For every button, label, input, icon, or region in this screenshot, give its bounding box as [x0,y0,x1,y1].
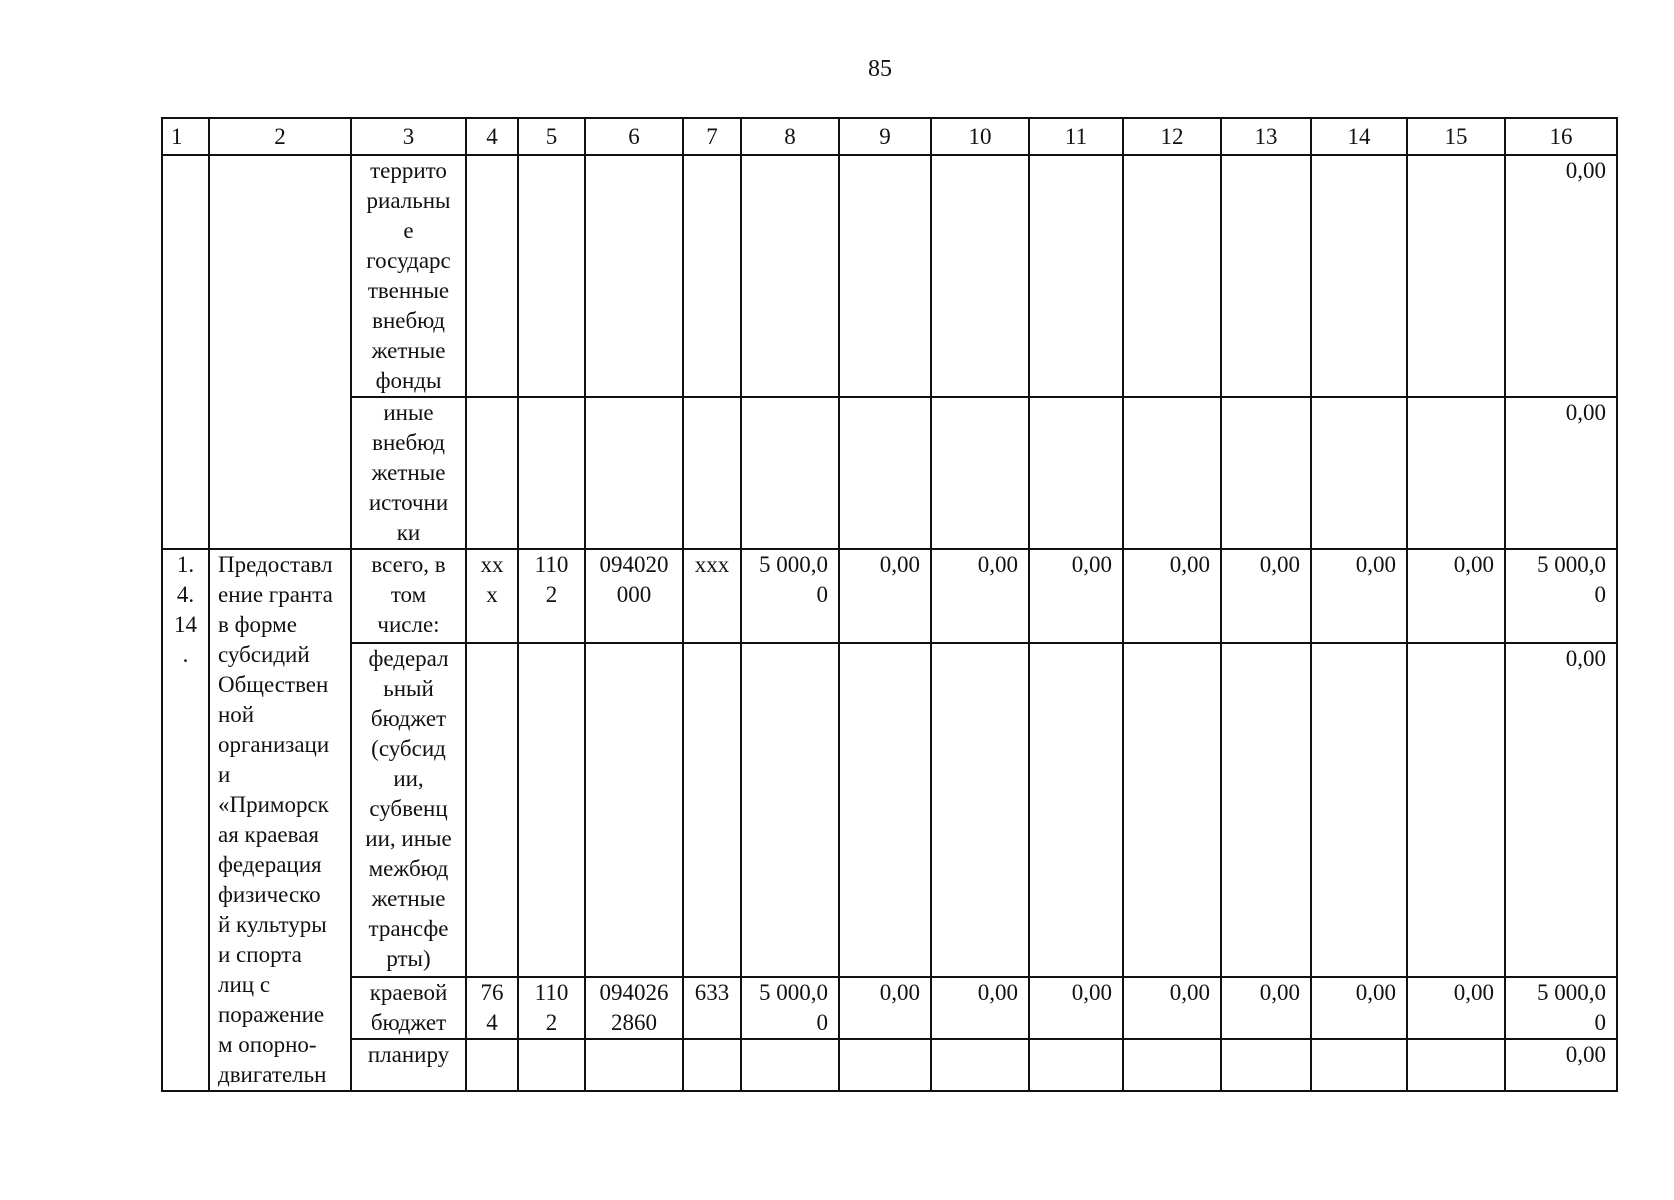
value-col16: 0,00 [1505,397,1617,549]
header-cell: 2 [209,118,351,155]
empty-cell [683,643,741,976]
page-number: 85 [868,56,892,82]
value-col16: 5 000,0 0 [1505,977,1617,1039]
value-col16: 5 000,0 0 [1505,549,1617,643]
item-name: Предоставл ение гранта в форме субсидий Обществен ной организаци и «Приморск ая краевая федерация физическо й культуры и спорта лиц с поражение м опорно- двигательн [209,549,351,1091]
value-col4: хх х [466,549,518,643]
empty-cell [1029,397,1123,549]
value-col9: 0,00 [839,977,931,1039]
empty-cell [741,397,839,549]
value-col16: 0,00 [1505,643,1617,976]
value-col14: 0,00 [1311,977,1407,1039]
empty-cell [1311,397,1407,549]
empty-cell [1123,155,1221,397]
empty-cell [585,397,683,549]
empty-cell [585,155,683,397]
empty-cell [741,155,839,397]
value-col5: 110 2 [518,977,585,1039]
empty-cell [1123,643,1221,976]
empty-cell [839,397,931,549]
empty-cell [518,155,585,397]
value-col16: 0,00 [1505,155,1617,397]
header-cell: 8 [741,118,839,155]
empty-cell [1221,1039,1311,1091]
value-col4: 76 4 [466,977,518,1039]
value-col5: 110 2 [518,549,585,643]
empty-cell [741,1039,839,1091]
table-row-other-offbudget [162,397,1617,549]
empty-cell [931,397,1029,549]
value-col7: 633 [683,977,741,1039]
empty-cell [839,1039,931,1091]
empty-cell [683,155,741,397]
table-row-regional [162,977,1617,1039]
empty-cell [1221,155,1311,397]
empty-cell [1029,155,1123,397]
source-regional: краевой бюджет [351,977,466,1039]
value-col15: 0,00 [1407,977,1505,1039]
empty-cell [162,155,209,549]
empty-cell [1407,397,1505,549]
value-col6: 094020 000 [585,549,683,643]
table-row-planned [162,1039,1617,1091]
source-territorial: террито риальны е государс твенные внебюд жетные фонды [351,155,466,397]
table-row-item-total [162,549,1617,643]
value-col9: 0,00 [839,549,931,643]
empty-cell [1311,155,1407,397]
value-col12: 0,00 [1123,977,1221,1039]
empty-cell [1029,643,1123,976]
value-col8: 5 000,0 0 [741,977,839,1039]
value-col10: 0,00 [931,549,1029,643]
empty-cell [518,1039,585,1091]
empty-cell [1407,1039,1505,1091]
empty-cell [466,1039,518,1091]
header-cell: 6 [585,118,683,155]
source-federal: федерал ьный бюджет (субсид ии, субвенц ии, иные межбюд жетные трансфе рты) [351,643,466,976]
empty-cell [1407,155,1505,397]
header-cell: 7 [683,118,741,155]
empty-cell [518,643,585,976]
value-col16: 0,00 [1505,1039,1617,1091]
empty-cell [931,643,1029,976]
empty-cell [209,155,351,549]
header-cell: 10 [931,118,1029,155]
header-cell: 15 [1407,118,1505,155]
empty-cell [839,643,931,976]
empty-cell [1221,397,1311,549]
empty-cell [1311,1039,1407,1091]
table-row-territorial [162,155,1617,397]
empty-cell [1123,397,1221,549]
header-cell: 5 [518,118,585,155]
empty-cell [741,643,839,976]
header-cell: 9 [839,118,931,155]
value-col6: 094026 2860 [585,977,683,1039]
empty-cell [839,155,931,397]
empty-cell [683,397,741,549]
header-cell: 14 [1311,118,1407,155]
empty-cell [466,643,518,976]
empty-cell [585,643,683,976]
value-col13: 0,00 [1221,977,1311,1039]
item-number: 1. 4. 14 . [162,549,209,1091]
value-col11: 0,00 [1029,549,1123,643]
budget-table [161,117,1618,1092]
value-col11: 0,00 [1029,977,1123,1039]
empty-cell [518,397,585,549]
value-col14: 0,00 [1311,549,1407,643]
value-col8: 5 000,0 0 [741,549,839,643]
header-row [162,118,1617,155]
value-col12: 0,00 [1123,549,1221,643]
empty-cell [1311,643,1407,976]
header-cell: 11 [1029,118,1123,155]
empty-cell [1221,643,1311,976]
empty-cell [466,397,518,549]
source-planned: планиру [351,1039,466,1091]
value-col13: 0,00 [1221,549,1311,643]
header-cell: 4 [466,118,518,155]
empty-cell [931,1039,1029,1091]
empty-cell [466,155,518,397]
header-cell: 12 [1123,118,1221,155]
header-cell: 13 [1221,118,1311,155]
header-cell: 1 [162,118,209,155]
header-cell: 3 [351,118,466,155]
table-row-federal [162,643,1617,976]
source-other-offbudget: иные внебюд жетные источни ки [351,397,466,549]
empty-cell [1029,1039,1123,1091]
source-total: всего, в том числе: [351,549,466,643]
value-col7: ххх [683,549,741,643]
empty-cell [1407,643,1505,976]
value-col15: 0,00 [1407,549,1505,643]
empty-cell [931,155,1029,397]
empty-cell [683,1039,741,1091]
header-cell: 16 [1505,118,1617,155]
empty-cell [1123,1039,1221,1091]
value-col10: 0,00 [931,977,1029,1039]
empty-cell [585,1039,683,1091]
